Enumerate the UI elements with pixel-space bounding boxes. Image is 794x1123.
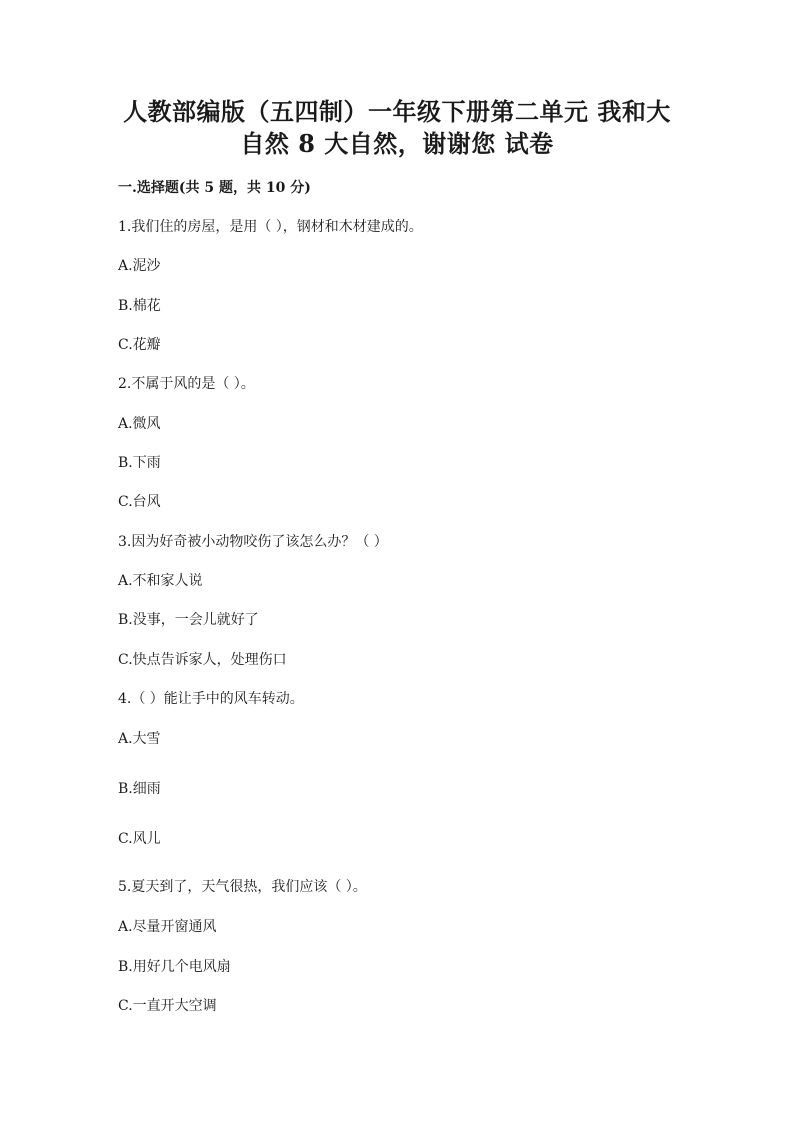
section-heading: 一.选择题(共 5 题，共 10 分): [118, 180, 311, 196]
question-5-stem: 5.夏天到了，天气很热，我们应该（ ）。: [118, 879, 367, 895]
question-2-option-c: C.台风: [118, 494, 161, 510]
question-5-option-c: C.一直开大空调: [118, 998, 217, 1014]
question-3-option-b: B.没事，一会儿就好了: [118, 612, 259, 628]
document-title-line-1: 人教部编版（五四制）一年级下册第二单元 我和大: [123, 97, 671, 126]
question-1-option-c: C.花瓣: [118, 337, 161, 353]
question-1-stem: 1.我们住的房屋，是用（ ），钢材和木材建成的。: [118, 219, 423, 235]
question-5-option-b: B.用好几个电风扇: [118, 959, 231, 975]
question-4-option-c: C.风儿: [118, 831, 161, 847]
question-2-stem: 2.不属于风的是（ ）。: [118, 376, 255, 392]
question-3-stem: 3.因为好奇被小动物咬伤了该怎么办？（ ）: [118, 534, 388, 550]
question-1-option-b: B.棉花: [118, 298, 161, 314]
question-4-option-b: B.细雨: [118, 781, 161, 797]
question-2-option-a: A.微风: [118, 416, 161, 432]
question-3-option-a: A.不和家人说: [118, 573, 203, 589]
question-1-option-a: A.泥沙: [118, 258, 161, 274]
question-5-option-a: A.尽量开窗通风: [118, 919, 217, 935]
question-2-option-b: B.下雨: [118, 455, 161, 471]
question-4-stem: 4.（ ）能让手中的风车转动。: [118, 691, 304, 707]
document-title-line-2: 自然 8 大自然，谢谢您 试卷: [240, 129, 554, 158]
question-3-option-c: C.快点告诉家人，处理伤口: [118, 652, 287, 668]
question-4-option-a: A.大雪: [118, 731, 161, 747]
